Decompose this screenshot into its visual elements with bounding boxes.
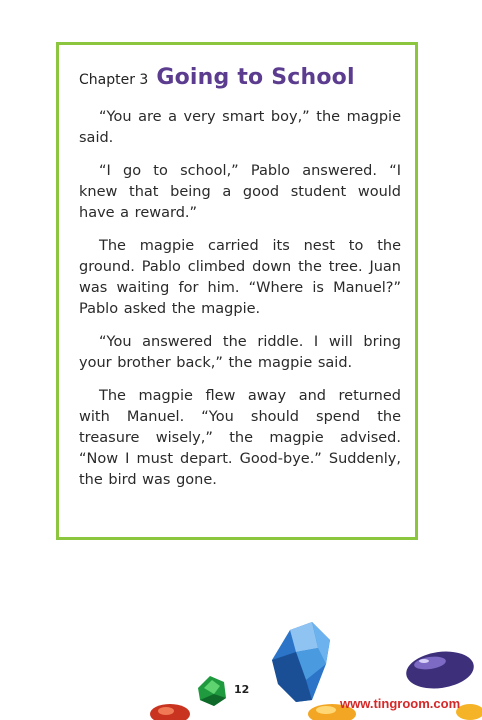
green-gem-icon xyxy=(198,676,226,706)
paragraph: “You answered the riddle. I will bring your brother back,” the magpie said. xyxy=(79,334,401,371)
chapter-title: Going to School xyxy=(156,65,355,90)
chapter-label: Chapter 3 xyxy=(79,72,149,88)
blue-diamond-icon xyxy=(272,622,330,702)
paragraph: “I go to school,” Pablo answered. “I knew that being a good student would have a reward.” xyxy=(79,163,401,221)
purple-gem-icon xyxy=(404,647,476,692)
paragraph: The magpie flew away and returned with Manuel. “You should spend the treasure wisely,” the magpie advised. “Now I must depart. Good-bye.” Suddenly, the bird was gone. xyxy=(79,388,401,488)
red-gem-icon xyxy=(150,704,190,720)
paragraph: The magpie carried its nest to the ground. Pablo climbed down the tree. Juan was waiting for him. “Where is Manuel?” Pablo asked the magpie. xyxy=(79,238,401,317)
page-number: 12 xyxy=(234,683,250,696)
watermark-text: www.tingroom.com xyxy=(340,696,461,711)
paragraph: “You are a very smart boy,” the magpie said. xyxy=(79,109,401,146)
